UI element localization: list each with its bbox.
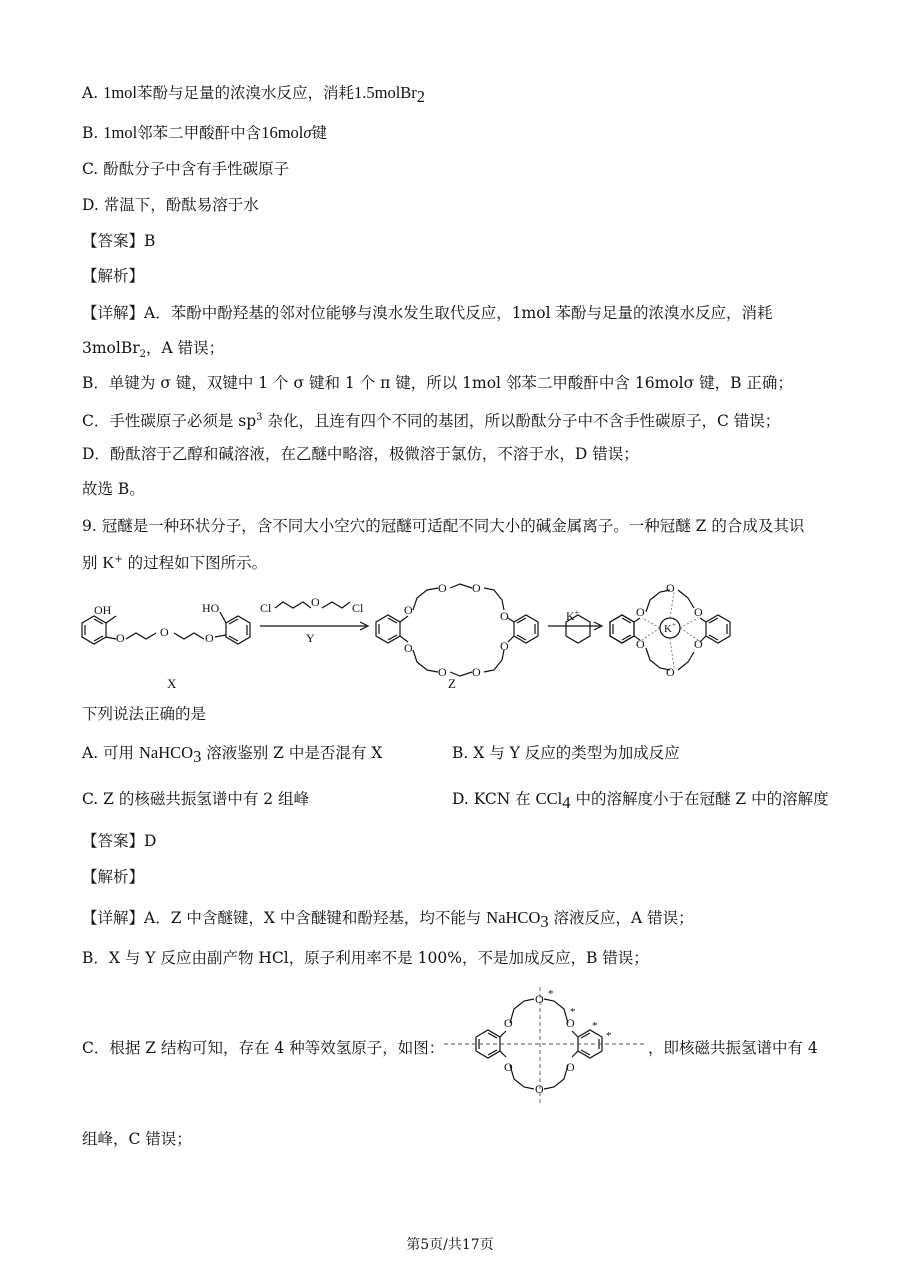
z-o-8: O <box>500 639 509 653</box>
q8-detail-a-line2: 3molBr$_2$，A 错误； <box>82 339 225 361</box>
x-ether-o-2: O <box>160 625 169 639</box>
z-o-6: O <box>472 665 481 679</box>
q9-detail-c-tail: 组峰，C 错误； <box>82 1130 192 1148</box>
complex-o-2: O <box>636 637 645 651</box>
complex-o-5: O <box>694 605 703 619</box>
q9-prompt: 下列说法正确的是 <box>82 705 207 723</box>
q9-option-d: D. KCN 在 CCl$_4$ 中的溶解度小于在冠醚 Z 中的溶解度 <box>452 789 829 813</box>
q9-detail-b: B．X 与 Y 反应由副产物 HCl，原子利用率不是 100%，不是加成反应，B 错误； <box>82 949 649 967</box>
q8-option-c: C. 酚酞分子中含有手性碳原子 <box>82 160 290 178</box>
x-hydroxyl-label-2: HO <box>202 601 220 615</box>
q9-answer: 【答案】D <box>82 832 157 850</box>
x-ether-o-1: O <box>116 631 125 645</box>
q8-detail-b: B．单键为 σ 键，双键中 1 个 σ 键和 1 个 π 键，所以 1mol 邻苯二甲酸酐中含 16molσ 键，B 正确； <box>82 374 793 392</box>
q8-option-b: B. 1mol邻苯二甲酸酐中含16molσ键 <box>82 123 328 142</box>
z-o-7: O <box>500 609 509 623</box>
x-label: X <box>167 676 177 691</box>
y-cl-left: Cl <box>260 601 272 615</box>
x-ether-o-3: O <box>205 631 214 645</box>
q8-detail-c: C．手性碳原子必须是 $sp^3$ 杂化，且连有四个不同的基团，所以酚酞分子中不含手性碳原子，C 错误； <box>82 412 781 431</box>
q8-detail-a-line1: 【详解】A．苯酚中酚羟基的邻对位能够与溴水发生取代反应，1mol 苯酚与足量的浓溴水反应，消耗 <box>82 304 773 322</box>
q9-detail-c-pre: C．根据 Z 结构可知，存在 4 种等效氢原子，如图： <box>82 1039 445 1057</box>
sym-o-4: O <box>535 1082 544 1096</box>
h-marker-1: * <box>548 988 554 1000</box>
complex-k-ion: K+ <box>664 621 676 635</box>
sym-o-3: O <box>535 992 544 1006</box>
q8-answer: 【答案】B <box>82 232 156 250</box>
q9-detail-a: 【详解】A．Z 中含醚键，X 中含醚键和酚羟基，均不能与 NaHCO$_3$ 溶液反应，A 错误； <box>82 908 694 932</box>
sym-o-5: O <box>566 1016 575 1030</box>
z-symmetry-figure <box>440 985 648 1107</box>
complex-o-1: O <box>636 605 645 619</box>
z-o-4: O <box>472 581 481 595</box>
q8-analysis-heading: 【解析】 <box>82 267 145 285</box>
k-arrow-label: K+ <box>566 608 580 623</box>
crown-ether-synthesis-scheme <box>70 578 790 693</box>
y-ether-o: O <box>311 595 320 609</box>
h-marker-3: * <box>592 1020 598 1032</box>
q9-stem-line1: 9. 冠醚是一种环状分子，含不同大小空穴的冠醚可适配不同大小的碱金属离子。一种冠醚 Z 的合成及其识 <box>82 517 805 535</box>
q8-option-a: A. 1mol苯酚与足量的浓溴水反应，消耗1.5molBr$_2$ <box>82 83 426 107</box>
z-o-5: O <box>438 665 447 679</box>
q9-analysis-heading: 【解析】 <box>82 868 145 886</box>
q9-option-c: C. Z 的核磁共振氢谱中有 2 组峰 <box>82 790 310 808</box>
y-reagent-label: Y <box>306 631 315 645</box>
y-cl-right: Cl <box>352 601 364 615</box>
q9-option-b: B. X 与 Y 反应的类型为加成反应 <box>452 744 680 762</box>
complex-o-4: O <box>666 665 675 679</box>
q8-conclusion: 故选 B。 <box>82 480 145 498</box>
complex-o-6: O <box>694 637 703 651</box>
sym-o-2: O <box>504 1060 513 1074</box>
complex-o-3: O <box>666 581 675 595</box>
h-marker-4: * <box>606 1030 612 1042</box>
q8-detail-d: D．酚酞溶于乙醇和碱溶液，在乙醚中略溶，极微溶于氯仿，不溶于水，D 错误； <box>82 445 639 463</box>
z-label: Z <box>448 676 456 691</box>
q9-detail-c-post: ，即核磁共振氢谱中有 4 <box>648 1039 818 1057</box>
z-o-3: O <box>438 581 447 595</box>
sym-o-6: O <box>566 1060 575 1074</box>
q9-option-a: A. 可用 NaHCO$_3$ 溶液鉴别 Z 中是否混有 X <box>82 743 383 767</box>
x-hydroxyl-label: OH <box>94 603 112 617</box>
z-o-1: O <box>404 603 413 617</box>
sym-o-1: O <box>504 1016 513 1030</box>
page-number-footer: 第5页/共17页 <box>406 1237 494 1253</box>
q9-stem-line2: 别 K+ 的过程如下图所示。 <box>82 553 268 573</box>
q8-option-d: D. 常温下，酚酞易溶于水 <box>82 196 259 214</box>
z-o-2: O <box>404 641 413 655</box>
h-marker-2: * <box>570 1006 576 1018</box>
